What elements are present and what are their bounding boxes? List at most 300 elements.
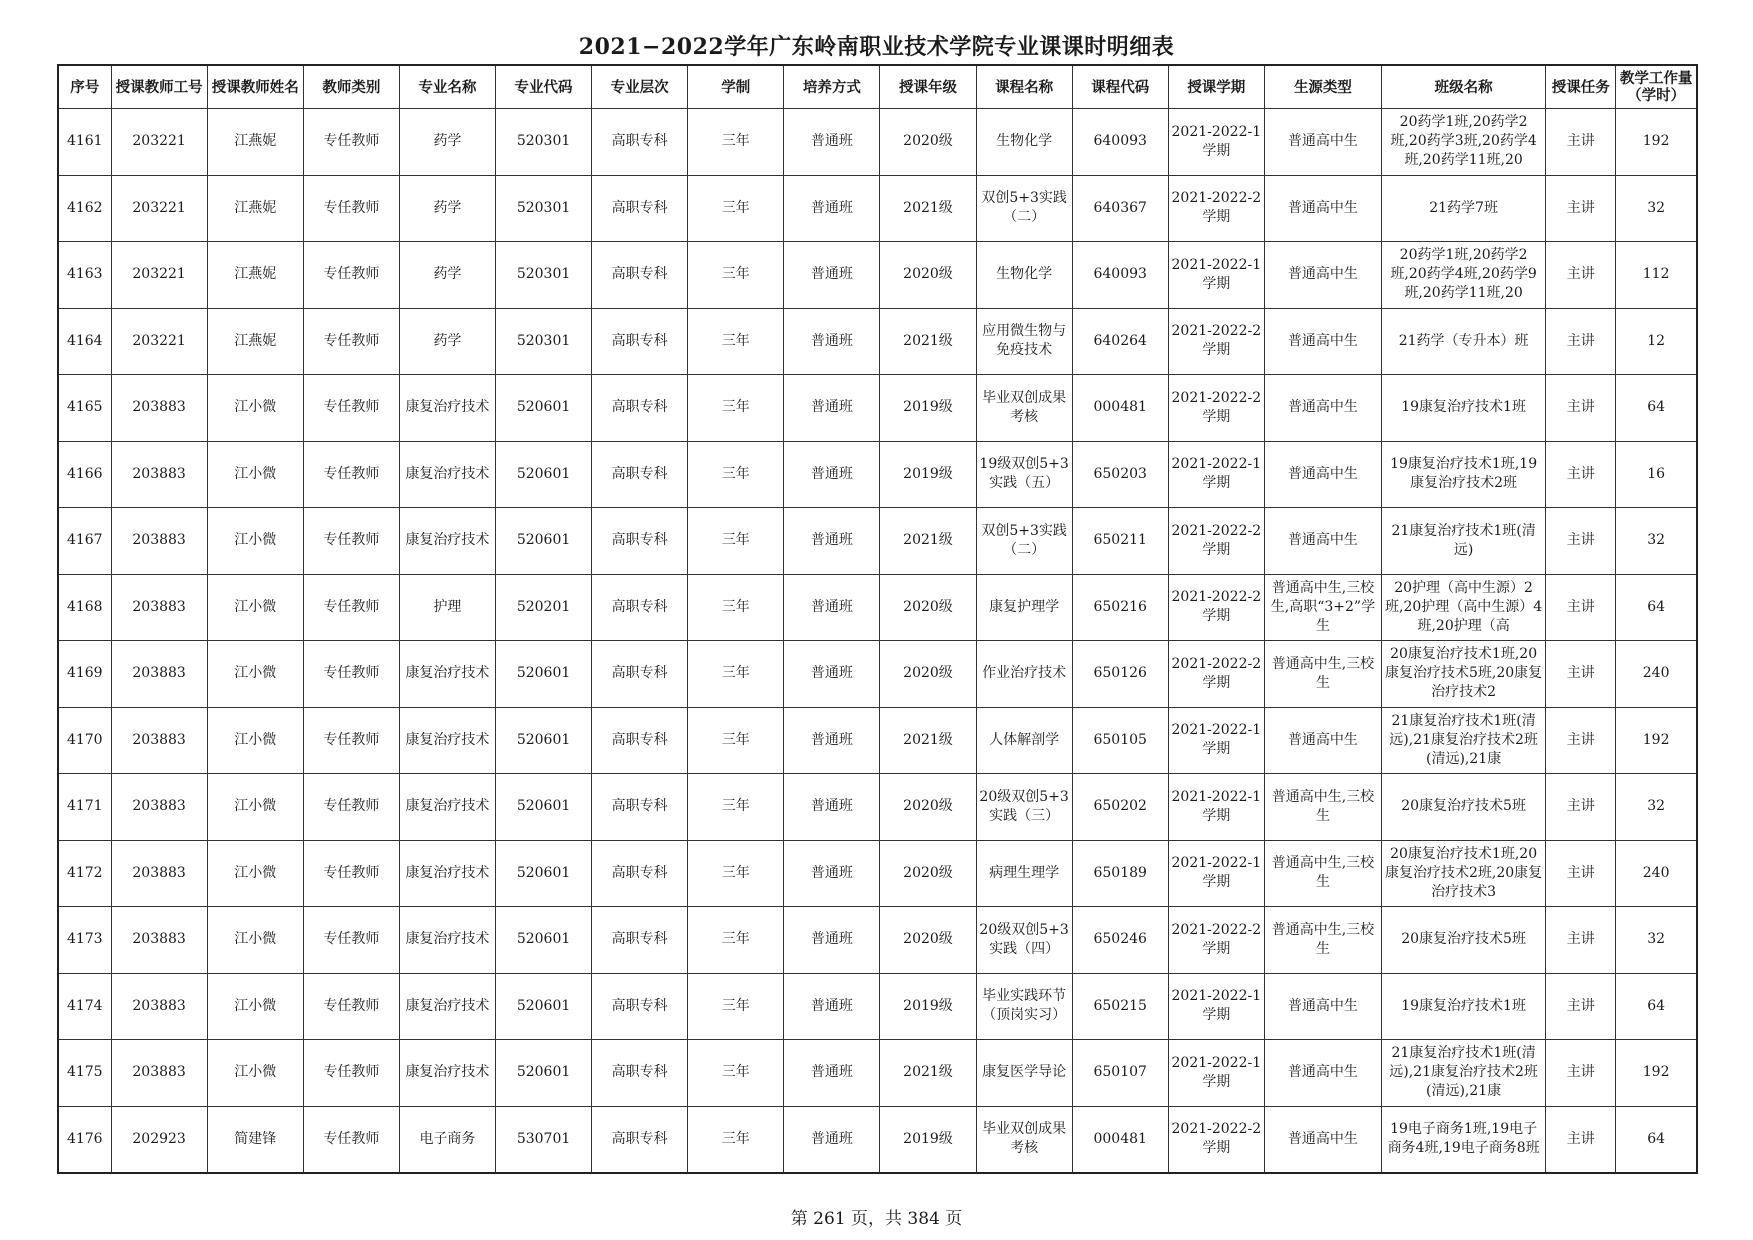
table-cell (592, 840, 688, 907)
table-cell (784, 441, 880, 508)
cell-text: 2021-2022-1学期 (1171, 722, 1262, 758)
cell-text: 专任教师 (323, 864, 380, 881)
table-cell (1168, 109, 1264, 176)
table-cell (1264, 907, 1381, 974)
cell-text: 240 (1642, 864, 1670, 881)
table-cell (496, 1040, 592, 1107)
table-cell (1382, 1040, 1546, 1107)
table-cell (303, 973, 399, 1040)
cell-text: 2019级 (903, 1130, 953, 1147)
table-body (58, 109, 1697, 1174)
table-cell (1072, 840, 1168, 907)
table-cell (1546, 641, 1616, 708)
table-cell (784, 109, 880, 176)
table-cell (207, 774, 303, 841)
table-cell (1546, 308, 1616, 375)
table-cell (1168, 441, 1264, 508)
table-cell (1382, 641, 1546, 708)
cell-text: 64 (1647, 598, 1666, 615)
cell-text: 2021级 (903, 532, 953, 549)
course-hours-table (57, 64, 1698, 1174)
table-cell (1382, 840, 1546, 907)
table-cell (1072, 973, 1168, 1040)
cell-text: 江小微 (234, 931, 277, 948)
table-cell (111, 175, 207, 242)
table-row (58, 508, 1697, 575)
table-cell (399, 242, 495, 309)
cell-text: 520601 (516, 532, 571, 549)
table-cell (207, 907, 303, 974)
cell-text: 2019级 (903, 399, 953, 416)
cell-text: 普通高中生 (1287, 532, 1358, 549)
cell-text: 2020级 (903, 598, 953, 615)
cell-text: 2020级 (903, 864, 953, 881)
cell-text: 专任教师 (323, 598, 380, 615)
cell-text: 4175 (66, 1064, 103, 1081)
table-row (58, 375, 1697, 442)
header-cell: 授课教师姓名 (207, 65, 303, 109)
table-row (58, 707, 1697, 774)
cell-text: 2021级 (903, 731, 953, 748)
cell-text: 康复治疗技术 (405, 665, 490, 682)
table-cell (976, 774, 1072, 841)
cell-text: 普通高中生,三校生 (1271, 788, 1375, 824)
cell-text: 高职专科 (611, 199, 668, 216)
cell-text: 病理生理学 (989, 864, 1060, 881)
table-cell (592, 1040, 688, 1107)
cell-text: 康复治疗技术 (405, 864, 490, 881)
table-cell (1072, 1040, 1168, 1107)
table-cell (111, 1106, 207, 1173)
cell-text: 520601 (516, 931, 571, 948)
table-cell (399, 1106, 495, 1173)
table-cell (976, 1106, 1072, 1173)
table-cell (688, 707, 784, 774)
table-cell (880, 375, 976, 442)
table-cell (784, 574, 880, 641)
table-cell (303, 574, 399, 641)
cell-text: 2021-2022-1学期 (1171, 256, 1262, 292)
table-cell (207, 109, 303, 176)
table-cell (1264, 840, 1381, 907)
table-cell (688, 375, 784, 442)
table-cell (1616, 242, 1697, 309)
cell-text: 2021-2022-2学期 (1171, 190, 1262, 226)
cell-text: 康复治疗技术 (405, 798, 490, 815)
cell-text: 高职专科 (611, 1064, 668, 1081)
table-cell (1616, 508, 1697, 575)
table-cell (688, 574, 784, 641)
cell-text: 4176 (66, 1130, 103, 1147)
cell-text: 人体解剖学 (989, 731, 1060, 748)
cell-text: 203883 (132, 731, 186, 748)
table-cell (1616, 308, 1697, 375)
cell-text: 4165 (66, 399, 103, 416)
table-cell (303, 508, 399, 575)
cell-text: 普通高中生 (1287, 1130, 1358, 1147)
table-cell (1168, 1040, 1264, 1107)
cell-text: 江小微 (234, 399, 277, 416)
table-cell (496, 109, 592, 176)
table-cell (111, 973, 207, 1040)
cell-text: 三年 (721, 864, 750, 881)
cell-text: 普通班 (810, 332, 853, 349)
table-cell (1072, 109, 1168, 176)
table-cell (207, 441, 303, 508)
cell-text: 普通高中生 (1287, 133, 1358, 150)
table-cell (1616, 175, 1697, 242)
cell-text: 520601 (516, 1064, 571, 1081)
cell-text: 203883 (132, 665, 186, 682)
cell-text: 2021-2022-2学期 (1171, 323, 1262, 359)
cell-text: 4170 (66, 731, 103, 748)
table-cell (1616, 441, 1697, 508)
cell-text: 三年 (721, 199, 750, 216)
table-cell (399, 109, 495, 176)
table-cell (496, 707, 592, 774)
header-cell: 授课任务 (1546, 65, 1616, 109)
table-cell (784, 375, 880, 442)
table-cell (784, 774, 880, 841)
cell-text: 4172 (66, 864, 103, 881)
table-cell (111, 441, 207, 508)
cell-text: 2020级 (903, 798, 953, 815)
table-cell (303, 375, 399, 442)
cell-text: 专任教师 (323, 532, 380, 549)
cell-text: 江小微 (234, 798, 277, 815)
cell-text: 专任教师 (323, 465, 380, 482)
cell-text: 高职专科 (611, 1130, 668, 1147)
table-cell (1072, 1106, 1168, 1173)
cell-text: 三年 (721, 399, 750, 416)
table-cell (1616, 641, 1697, 708)
cell-text: 32 (1647, 199, 1666, 216)
cell-text: 520201 (516, 598, 571, 615)
table-cell (1616, 375, 1697, 442)
table-row (58, 1040, 1697, 1107)
cell-text: 203883 (132, 1064, 186, 1081)
table-cell (111, 1040, 207, 1107)
cell-text: 650105 (1093, 731, 1147, 748)
cell-text: 19电子商务1班,19电子商务4班,19电子商务8班 (1387, 1121, 1540, 1157)
cell-text: 高职专科 (611, 798, 668, 815)
cell-text: 12 (1647, 332, 1666, 349)
table-cell (399, 441, 495, 508)
cell-text: 专任教师 (323, 997, 380, 1014)
table-cell (1546, 1106, 1616, 1173)
table-cell (1546, 574, 1616, 641)
table-cell (1382, 109, 1546, 176)
cell-text: 21药学7班 (1429, 199, 1498, 216)
cell-text: 2020级 (903, 266, 953, 283)
table-cell (976, 574, 1072, 641)
cell-text: 专任教师 (323, 133, 380, 150)
cell-text: 生物化学 (996, 133, 1053, 150)
table-cell (976, 907, 1072, 974)
cell-text: 普通班 (810, 997, 853, 1014)
table-cell (880, 242, 976, 309)
table-cell (784, 1040, 880, 1107)
table-cell (1072, 308, 1168, 375)
table-cell (688, 774, 784, 841)
header-cell: 培养方式 (784, 65, 880, 109)
cell-text: 650202 (1093, 798, 1147, 815)
table-cell (207, 641, 303, 708)
cell-text: 20药学1班,20药学2班,20药学4班,20药学9班,20药学11班,20 (1390, 247, 1537, 302)
table-row (58, 840, 1697, 907)
cell-text: 江小微 (234, 731, 277, 748)
cell-text: 简建锋 (234, 1130, 277, 1147)
table-cell (1168, 242, 1264, 309)
table-cell (592, 973, 688, 1040)
cell-text: 520301 (516, 199, 571, 216)
cell-text: 203221 (132, 266, 186, 283)
cell-text: 520601 (516, 665, 571, 682)
cell-text: 高职专科 (611, 465, 668, 482)
table-cell (303, 1106, 399, 1173)
table-cell (688, 508, 784, 575)
table-cell (111, 308, 207, 375)
cell-text: 4162 (66, 199, 103, 216)
cell-text: 203883 (132, 798, 186, 815)
cell-text: 主讲 (1566, 133, 1595, 150)
table-cell (688, 441, 784, 508)
cell-text: 2020级 (903, 665, 953, 682)
cell-text: 普通高中生 (1287, 199, 1358, 216)
table-cell (1264, 1106, 1381, 1173)
cell-text: 主讲 (1566, 665, 1595, 682)
header-cell: 授课教师工号 (111, 65, 207, 109)
cell-text: 16 (1647, 465, 1666, 482)
cell-text: 主讲 (1566, 532, 1595, 549)
table-cell (399, 707, 495, 774)
cell-text: 三年 (721, 332, 750, 349)
table-cell (592, 774, 688, 841)
cell-text: 650126 (1093, 665, 1147, 682)
table-cell (111, 574, 207, 641)
header-cell: 教师类别 (303, 65, 399, 109)
cell-text: 32 (1647, 532, 1666, 549)
cell-text: 主讲 (1566, 731, 1595, 748)
cell-text: 专任教师 (323, 1130, 380, 1147)
table-row (58, 641, 1697, 708)
table-cell (496, 375, 592, 442)
cell-text: 203221 (132, 199, 186, 216)
table-cell (592, 308, 688, 375)
cell-text: 4173 (66, 931, 103, 948)
table-cell (496, 441, 592, 508)
cell-text: 2021级 (903, 332, 953, 349)
table-cell (303, 774, 399, 841)
header-cell: 专业代码 (496, 65, 592, 109)
table-cell (111, 707, 207, 774)
table-cell (976, 508, 1072, 575)
cell-text: 普通高中生,三校生 (1271, 655, 1375, 691)
table-cell (976, 707, 1072, 774)
table-cell (592, 175, 688, 242)
table-cell (1168, 375, 1264, 442)
cell-text: 普通高中生 (1287, 1064, 1358, 1081)
table-cell (1264, 774, 1381, 841)
cell-text: 520601 (516, 399, 571, 416)
table-cell (58, 707, 111, 774)
cell-text: 作业治疗技术 (982, 665, 1067, 682)
cell-text: 江小微 (234, 665, 277, 682)
cell-text: 专任教师 (323, 199, 380, 216)
table-cell (399, 1040, 495, 1107)
table-cell (1616, 1040, 1697, 1107)
cell-text: 普通班 (810, 1064, 853, 1081)
cell-text: 520601 (516, 798, 571, 815)
table-row (58, 308, 1697, 375)
cell-text: 主讲 (1566, 864, 1595, 881)
table-cell (1168, 973, 1264, 1040)
table-cell (1072, 441, 1168, 508)
cell-text: 康复治疗技术 (405, 931, 490, 948)
cell-text: 三年 (721, 133, 750, 150)
cell-text: 专任教师 (323, 1064, 380, 1081)
table-row (58, 242, 1697, 309)
table-cell (1382, 774, 1546, 841)
cell-text: 普通高中生,三校生 (1271, 921, 1375, 957)
table-cell (1264, 641, 1381, 708)
cell-text: 19级双创5+3实践（五） (979, 456, 1069, 492)
cell-text: 2021级 (903, 1064, 953, 1081)
table-cell (58, 109, 111, 176)
table-cell (592, 508, 688, 575)
cell-text: 主讲 (1566, 465, 1595, 482)
table-cell (496, 973, 592, 1040)
cell-text: 江燕妮 (234, 199, 277, 216)
table-row (58, 574, 1697, 641)
cell-text: 普通高中生 (1287, 731, 1358, 748)
table-cell (976, 973, 1072, 1040)
cell-text: 普通班 (810, 864, 853, 881)
table-cell (784, 641, 880, 708)
cell-text: 4163 (66, 266, 103, 283)
cell-text: 三年 (721, 798, 750, 815)
table-cell (592, 907, 688, 974)
cell-text: 护理 (433, 598, 462, 615)
header-cell: 课程名称 (976, 65, 1072, 109)
cell-text: 江小微 (234, 864, 277, 881)
table-cell (1264, 973, 1381, 1040)
cell-text: 江燕妮 (234, 332, 277, 349)
cell-text: 康复治疗技术 (405, 465, 490, 482)
table-cell (1382, 1106, 1546, 1173)
cell-text: 江小微 (234, 1064, 277, 1081)
cell-text: 000481 (1093, 399, 1147, 416)
cell-text: 192 (1642, 133, 1670, 150)
table-cell (496, 1106, 592, 1173)
table-cell (1616, 109, 1697, 176)
table-cell (303, 441, 399, 508)
cell-text: 三年 (721, 266, 750, 283)
table-cell (1168, 707, 1264, 774)
table-cell (688, 1106, 784, 1173)
cell-text: 2019级 (903, 465, 953, 482)
cell-text: 毕业双创成果考核 (982, 389, 1067, 425)
table-cell (58, 774, 111, 841)
cell-text: 康复护理学 (989, 598, 1060, 615)
cell-text: 三年 (721, 665, 750, 682)
table-cell (399, 641, 495, 708)
cell-text: 普通班 (810, 665, 853, 682)
table-cell (303, 1040, 399, 1107)
table-cell (58, 641, 111, 708)
table-header-row (58, 65, 1697, 109)
cell-text: 毕业实践环节（顶岗实习） (982, 988, 1067, 1024)
table-cell (976, 308, 1072, 375)
table-cell (111, 242, 207, 309)
table-cell (1616, 840, 1697, 907)
cell-text: 20康复治疗技术1班,20康复治疗技术5班,20康复治疗技术2 (1385, 646, 1543, 701)
cell-text: 650246 (1093, 931, 1147, 948)
cell-text: 三年 (721, 997, 750, 1014)
cell-text: 应用微生物与免疫技术 (982, 323, 1067, 359)
table-cell (1072, 175, 1168, 242)
cell-text: 普通高中生 (1287, 465, 1358, 482)
table-cell (688, 973, 784, 1040)
table-cell (1382, 907, 1546, 974)
table-cell (303, 242, 399, 309)
cell-text: 高职专科 (611, 665, 668, 682)
cell-text: 203883 (132, 598, 186, 615)
table-cell (1264, 1040, 1381, 1107)
table-cell (207, 707, 303, 774)
table-cell (1546, 508, 1616, 575)
cell-text: 2021-2022-1学期 (1171, 456, 1262, 492)
cell-text: 2021-2022-1学期 (1171, 988, 1262, 1024)
table-cell (111, 907, 207, 974)
cell-text: 三年 (721, 1064, 750, 1081)
cell-text: 药学 (433, 199, 462, 216)
table-cell (592, 707, 688, 774)
cell-text: 2021级 (903, 199, 953, 216)
table-cell (784, 308, 880, 375)
cell-text: 康复医学导论 (982, 1064, 1067, 1081)
table-cell (1168, 508, 1264, 575)
cell-text: 4174 (66, 997, 103, 1014)
header-cell: 学制 (688, 65, 784, 109)
cell-text: 高职专科 (611, 332, 668, 349)
cell-text: 普通高中生,三校生,高职“3+2”学生 (1270, 579, 1376, 634)
table-cell (1264, 707, 1381, 774)
table-cell (399, 574, 495, 641)
cell-text: 普通班 (810, 266, 853, 283)
table-cell (592, 641, 688, 708)
header-cell: 教学工作量（学时） (1616, 65, 1697, 109)
cell-text: 64 (1647, 1130, 1666, 1147)
table-cell (1382, 375, 1546, 442)
cell-text: 三年 (721, 1130, 750, 1147)
table-cell (880, 774, 976, 841)
cell-text: 三年 (721, 931, 750, 948)
table-cell (592, 109, 688, 176)
table-row (58, 973, 1697, 1040)
table-cell (1616, 1106, 1697, 1173)
cell-text: 203221 (132, 133, 186, 150)
table-cell (399, 175, 495, 242)
table-cell (111, 375, 207, 442)
table-cell (399, 907, 495, 974)
cell-text: 640264 (1093, 332, 1147, 349)
table-cell (399, 375, 495, 442)
table-cell (399, 973, 495, 1040)
table-cell (207, 1040, 303, 1107)
table-cell (1616, 907, 1697, 974)
header-cell: 课程代码 (1072, 65, 1168, 109)
